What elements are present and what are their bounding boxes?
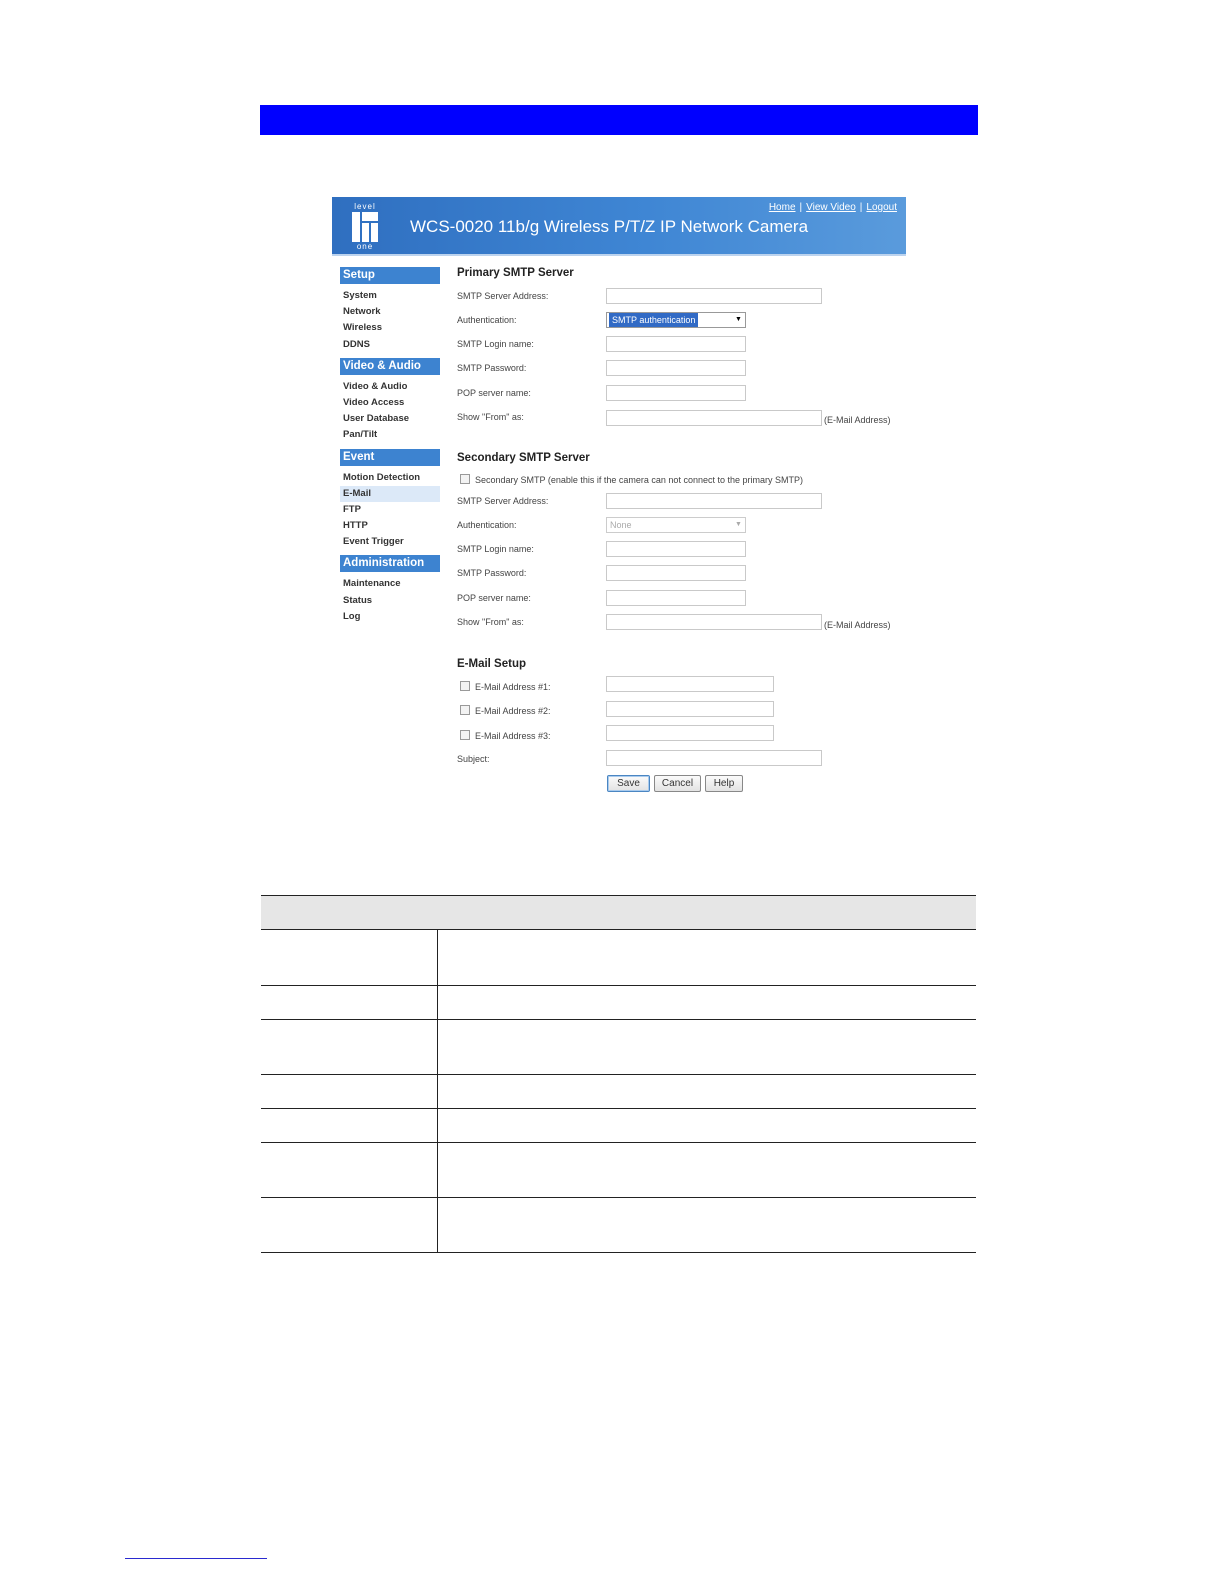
table-row <box>261 1075 976 1109</box>
primary-password-input[interactable] <box>606 360 746 376</box>
nav-item-status[interactable]: Status <box>343 594 373 606</box>
table-row <box>261 930 976 986</box>
sidebar-nav <box>340 267 440 625</box>
nav-group-event[interactable]: Event <box>340 449 440 466</box>
nav-item-video-audio[interactable]: Video & Audio <box>343 380 408 392</box>
cancel-button[interactable]: Cancel <box>654 775 701 792</box>
logo-text-bottom: one <box>356 242 374 251</box>
camera-header <box>332 197 906 256</box>
secondary-auth-label: Authentication: <box>457 520 517 530</box>
secondary-enable-label: Secondary SMTP (enable this if the camera can not connect to the primary SMTP) <box>475 475 803 485</box>
email-1-input[interactable] <box>606 676 774 692</box>
email-setup-title: E-Mail Setup <box>457 658 527 670</box>
email-3-checkbox[interactable] <box>460 730 470 740</box>
nav-item-video-access[interactable]: Video Access <box>343 396 405 408</box>
table-row <box>261 1020 976 1075</box>
camera-web-ui <box>332 197 906 807</box>
nav-group-administration[interactable]: Administration <box>340 555 440 572</box>
nav-item-ftp[interactable]: FTP <box>343 503 361 515</box>
nav-item-event-trigger[interactable]: Event Trigger <box>343 536 404 548</box>
primary-password-label: SMTP Password: <box>457 363 527 373</box>
nav-item-wireless[interactable]: Wireless <box>343 322 382 334</box>
save-button[interactable]: Save <box>607 775 650 792</box>
header-links: Home | View Video | Logout <box>768 202 897 213</box>
subject-label: Subject: <box>457 754 490 764</box>
levelone-logo <box>348 203 382 251</box>
secondary-from-label: Show "From" as: <box>457 617 524 627</box>
table-row <box>261 986 976 1020</box>
secondary-auth-select[interactable] <box>606 517 746 533</box>
primary-pop-input[interactable] <box>606 385 746 401</box>
table-row <box>261 1109 976 1143</box>
email-3-label: E-Mail Address #3: <box>475 731 551 741</box>
email-2-input[interactable] <box>606 701 774 717</box>
secondary-server-label: SMTP Server Address: <box>457 496 549 506</box>
email-1-checkbox[interactable] <box>460 681 470 691</box>
primary-login-label: SMTP Login name: <box>457 339 534 349</box>
dropdown-arrow-icon: ▼ <box>735 316 742 323</box>
email-3-input[interactable] <box>606 725 774 741</box>
primary-server-label: SMTP Server Address: <box>457 291 549 301</box>
nav-item-network[interactable]: Network <box>343 306 381 318</box>
primary-login-input[interactable] <box>606 336 746 352</box>
secondary-pop-input[interactable] <box>606 590 746 606</box>
table-row <box>261 1143 976 1198</box>
email-1-label: E-Mail Address #1: <box>475 682 551 692</box>
primary-server-input[interactable] <box>606 288 822 304</box>
email-2-checkbox[interactable] <box>460 705 470 715</box>
nav-item-pan-tilt[interactable]: Pan/Tilt <box>343 429 378 441</box>
primary-auth-select[interactable] <box>606 312 746 328</box>
footnote-rule <box>125 1558 267 1559</box>
secondary-smtp-title: Secondary SMTP Server <box>457 452 590 464</box>
nav-item-email[interactable]: E-Mail <box>340 486 440 502</box>
view-video-link[interactable]: View Video <box>806 202 856 213</box>
nav-group-video-audio[interactable]: Video & Audio <box>340 358 440 375</box>
logo-mark-icon <box>352 212 378 242</box>
email-2-label: E-Mail Address #2: <box>475 706 551 716</box>
secondary-auth-value: None <box>610 520 632 530</box>
secondary-login-input[interactable] <box>606 541 746 557</box>
nav-item-ddns[interactable]: DDNS <box>343 338 370 350</box>
secondary-login-label: SMTP Login name: <box>457 544 534 554</box>
secondary-pop-label: POP server name: <box>457 593 531 603</box>
logout-link[interactable]: Logout <box>866 202 897 213</box>
nav-item-user-database[interactable]: User Database <box>343 413 410 425</box>
home-link[interactable]: Home <box>768 202 796 213</box>
primary-pop-label: POP server name: <box>457 388 531 398</box>
primary-auth-label: Authentication: <box>457 315 517 325</box>
table-header <box>261 895 976 930</box>
secondary-password-input[interactable] <box>606 565 746 581</box>
nav-item-log[interactable]: Log <box>343 610 361 622</box>
nav-item-http[interactable]: HTTP <box>343 520 368 532</box>
primary-auth-value: SMTP authentication <box>609 313 698 327</box>
primary-from-suffix: (E-Mail Address) <box>824 415 891 425</box>
nav-item-system[interactable]: System <box>343 290 377 301</box>
nav-item-maintenance[interactable]: Maintenance <box>343 578 401 590</box>
secondary-server-input[interactable] <box>606 493 822 509</box>
description-table <box>261 895 976 1253</box>
subject-input[interactable] <box>606 750 822 766</box>
table-row <box>261 1198 976 1253</box>
dropdown-arrow-icon: ▼ <box>735 521 742 528</box>
help-button[interactable]: Help <box>705 775 743 792</box>
logo-text-top: level <box>354 202 376 211</box>
secondary-password-label: SMTP Password: <box>457 568 527 578</box>
primary-from-input[interactable] <box>606 410 822 426</box>
section-heading-bar <box>260 105 978 135</box>
camera-title: WCS-0020 11b/g Wireless P/T/Z IP Network Camera <box>410 217 809 236</box>
nav-group-setup[interactable]: Setup <box>340 267 440 284</box>
primary-smtp-title: Primary SMTP Server <box>457 267 574 279</box>
secondary-from-input[interactable] <box>606 614 822 630</box>
nav-item-motion-detection[interactable]: Motion Detection <box>343 471 421 483</box>
secondary-enable-checkbox[interactable] <box>460 474 470 484</box>
primary-from-label: Show "From" as: <box>457 412 524 422</box>
secondary-from-suffix: (E-Mail Address) <box>824 620 891 630</box>
